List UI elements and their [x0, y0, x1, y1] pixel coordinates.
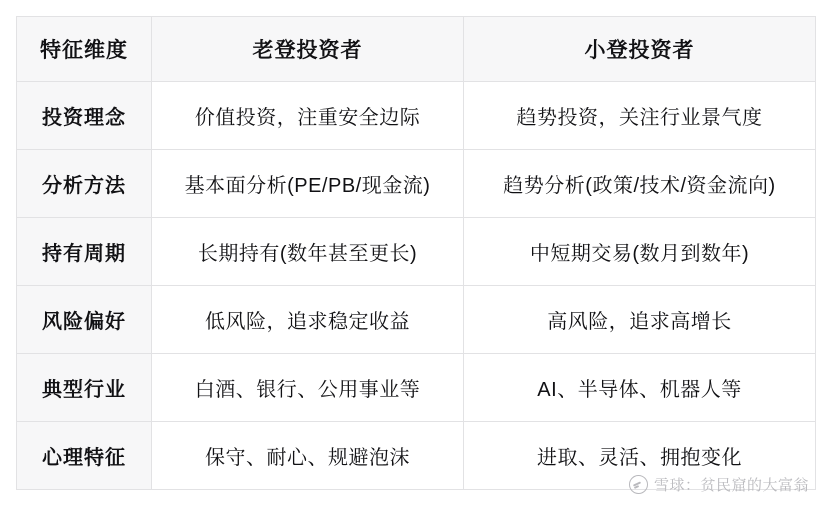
cell-old-risk-preference: 低风险，追求稳定收益	[152, 286, 464, 354]
table-row	[17, 82, 816, 150]
column-header-old-investor: 老登投资者	[152, 17, 464, 82]
comparison-table-container	[16, 16, 815, 490]
row-label-risk-preference: 风险偏好	[17, 286, 152, 354]
cell-old-psychological-traits: 保守、耐心、规避泡沫	[152, 422, 464, 490]
cell-old-typical-industries: 白酒、银行、公用事业等	[152, 354, 464, 422]
cell-young-holding-period: 中短期交易(数月到数年)	[464, 218, 816, 286]
column-header-dimension: 特征维度	[17, 17, 152, 82]
table-row	[17, 354, 816, 422]
cell-young-typical-industries: AI、半导体、机器人等	[464, 354, 816, 422]
comparison-table	[16, 16, 816, 490]
cell-old-analysis-method: 基本面分析(PE/PB/现金流)	[152, 150, 464, 218]
table-body	[17, 82, 816, 490]
cell-young-analysis-method: 趋势分析(政策/技术/资金流向)	[464, 150, 816, 218]
cell-young-investment-philosophy: 趋势投资，关注行业景气度	[464, 82, 816, 150]
table-row	[17, 218, 816, 286]
table-row	[17, 286, 816, 354]
table-header-row	[17, 17, 816, 82]
row-label-analysis-method: 分析方法	[17, 150, 152, 218]
cell-young-risk-preference: 高风险，追求高增长	[464, 286, 816, 354]
row-label-holding-period: 持有周期	[17, 218, 152, 286]
row-label-psychological-traits: 心理特征	[17, 422, 152, 490]
cell-old-investment-philosophy: 价值投资，注重安全边际	[152, 82, 464, 150]
cell-old-holding-period: 长期持有(数年甚至更长)	[152, 218, 464, 286]
table-row	[17, 150, 816, 218]
watermark	[629, 474, 809, 495]
table-header	[17, 17, 816, 82]
xueqiu-logo-icon	[629, 475, 648, 494]
watermark-text: 雪球：贫民窟的大富翁	[653, 477, 809, 494]
row-label-investment-philosophy: 投资理念	[17, 82, 152, 150]
column-header-young-investor: 小登投资者	[464, 17, 816, 82]
cell-young-psychological-traits: 进取、灵活、拥抱变化	[464, 422, 816, 490]
row-label-typical-industries: 典型行业	[17, 354, 152, 422]
